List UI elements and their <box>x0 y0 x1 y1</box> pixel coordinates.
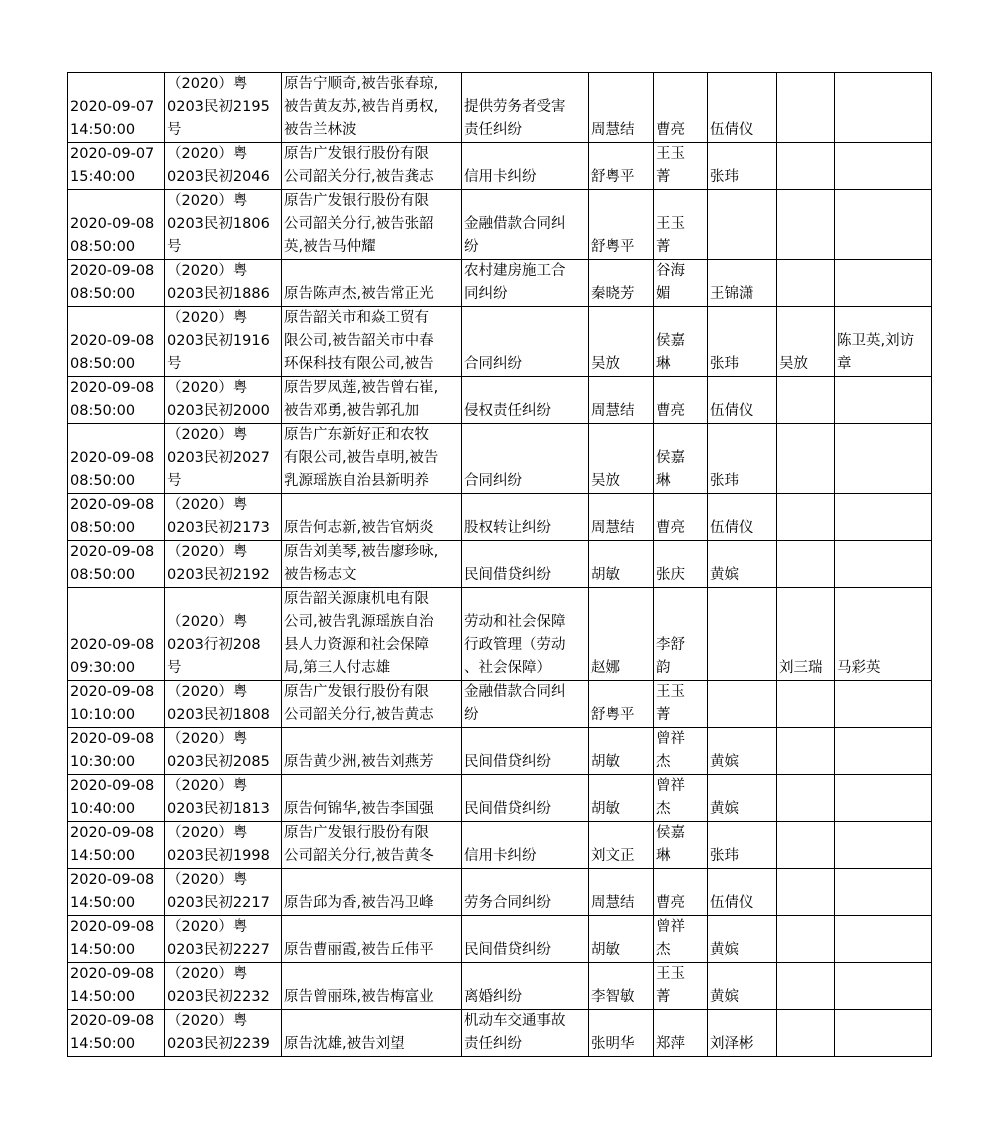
parties-cell: 原告广发银行股份有限 公司韶关分行,被告黄志 <box>282 681 462 728</box>
extra-cell-1 <box>777 377 835 424</box>
table-row <box>68 588 932 681</box>
parties-cell: 原告沈雄,被告刘望 <box>282 1010 462 1057</box>
clerk-cell: 侯嘉 琳 <box>654 424 708 494</box>
presiding-judge-cell: 周慧结 <box>589 869 654 916</box>
hearing-time-cell: 2020-09-08 14:50:00 <box>68 963 165 1010</box>
cause-of-action-cell: 信用卡纠纷 <box>462 143 589 190</box>
cause-of-action-cell: 信用卡纠纷 <box>462 822 589 869</box>
hearing-time-cell: 2020-09-08 08:50:00 <box>68 494 165 541</box>
hearing-time-cell: 2020-09-08 14:50:00 <box>68 916 165 963</box>
cause-of-action-cell: 农村建房施工合 同纠纷 <box>462 260 589 307</box>
judge-assistant-cell: 黄嫔 <box>708 541 777 588</box>
presiding-judge-cell: 周慧结 <box>589 73 654 143</box>
clerk-cell: 曹亮 <box>654 494 708 541</box>
cause-of-action-cell: 离婚纠纷 <box>462 963 589 1010</box>
cause-of-action-cell: 民间借贷纠纷 <box>462 916 589 963</box>
cause-of-action-cell: 劳务合同纠纷 <box>462 869 589 916</box>
extra-cell-2: 陈卫英,刘访 章 <box>835 307 932 377</box>
extra-cell-1 <box>777 916 835 963</box>
case-number-cell: （2020）粤 0203民初2195 号 <box>165 73 282 143</box>
presiding-judge-cell: 吴放 <box>589 424 654 494</box>
clerk-cell: 郑萍 <box>654 1010 708 1057</box>
case-number-cell: （2020）粤 0203民初2239 <box>165 1010 282 1057</box>
extra-cell-1 <box>777 728 835 775</box>
hearing-time-cell: 2020-09-08 08:50:00 <box>68 424 165 494</box>
extra-cell-1 <box>777 494 835 541</box>
case-number-cell: （2020）粤 0203民初1813 <box>165 775 282 822</box>
judge-assistant-cell: 刘泽彬 <box>708 1010 777 1057</box>
judge-assistant-cell: 伍倩仪 <box>708 377 777 424</box>
case-number-cell: （2020）粤 0203民初1808 <box>165 681 282 728</box>
presiding-judge-cell: 胡敏 <box>589 775 654 822</box>
case-number-cell: （2020）粤 0203民初2192 <box>165 541 282 588</box>
table-row <box>68 916 932 963</box>
extra-cell-2 <box>835 541 932 588</box>
hearing-time-cell: 2020-09-08 08:50:00 <box>68 307 165 377</box>
extra-cell-1 <box>777 822 835 869</box>
judge-assistant-cell: 张玮 <box>708 143 777 190</box>
judge-assistant-cell: 王锦潇 <box>708 260 777 307</box>
clerk-cell: 王玉 菁 <box>654 681 708 728</box>
hearing-time-cell: 2020-09-08 08:50:00 <box>68 190 165 260</box>
table-row <box>68 73 932 143</box>
clerk-cell: 谷海 媚 <box>654 260 708 307</box>
cause-of-action-cell: 侵权责任纠纷 <box>462 377 589 424</box>
clerk-cell: 王玉 菁 <box>654 190 708 260</box>
table-row <box>68 681 932 728</box>
case-number-cell: （2020）粤 0203民初2217 <box>165 869 282 916</box>
table-row <box>68 1010 932 1057</box>
judge-assistant-cell <box>708 681 777 728</box>
presiding-judge-cell: 胡敏 <box>589 916 654 963</box>
hearing-time-cell: 2020-09-08 14:50:00 <box>68 1010 165 1057</box>
table-row <box>68 775 932 822</box>
parties-cell: 原告曾丽珠,被告梅富业 <box>282 963 462 1010</box>
extra-cell-2 <box>835 822 932 869</box>
extra-cell-1: 吴放 <box>777 307 835 377</box>
table-row <box>68 377 932 424</box>
clerk-cell: 王玉 菁 <box>654 963 708 1010</box>
presiding-judge-cell: 周慧结 <box>589 377 654 424</box>
hearing-time-cell: 2020-09-07 15:40:00 <box>68 143 165 190</box>
table-body <box>68 73 932 1057</box>
parties-cell: 原告刘美琴,被告廖珍咏, 被告杨志文 <box>282 541 462 588</box>
extra-cell-2 <box>835 424 932 494</box>
extra-cell-1 <box>777 143 835 190</box>
judge-assistant-cell: 张玮 <box>708 307 777 377</box>
case-number-cell: （2020）粤 0203民初2173 <box>165 494 282 541</box>
extra-cell-1 <box>777 775 835 822</box>
case-number-cell: （2020）粤 0203民初2046 <box>165 143 282 190</box>
extra-cell-2 <box>835 1010 932 1057</box>
extra-cell-1 <box>777 190 835 260</box>
judge-assistant-cell <box>708 588 777 681</box>
parties-cell: 原告何志新,被告官炳炎 <box>282 494 462 541</box>
extra-cell-2 <box>835 494 932 541</box>
hearing-time-cell: 2020-09-08 08:50:00 <box>68 260 165 307</box>
judge-assistant-cell <box>708 190 777 260</box>
cause-of-action-cell: 民间借贷纠纷 <box>462 541 589 588</box>
presiding-judge-cell: 李智敏 <box>589 963 654 1010</box>
extra-cell-2 <box>835 260 932 307</box>
presiding-judge-cell: 舒粤平 <box>589 143 654 190</box>
extra-cell-2 <box>835 963 932 1010</box>
case-number-cell: （2020）粤 0203民初2085 <box>165 728 282 775</box>
case-number-cell: （2020）粤 0203民初2027 号 <box>165 424 282 494</box>
case-number-cell: （2020）粤 0203民初2232 <box>165 963 282 1010</box>
judge-assistant-cell: 黄嫔 <box>708 916 777 963</box>
table-row <box>68 494 932 541</box>
case-number-cell: （2020）粤 0203民初1806 号 <box>165 190 282 260</box>
cause-of-action-cell: 金融借款合同纠 纷 <box>462 190 589 260</box>
presiding-judge-cell: 吴放 <box>589 307 654 377</box>
extra-cell-2 <box>835 143 932 190</box>
clerk-cell: 张庆 <box>654 541 708 588</box>
clerk-cell: 曹亮 <box>654 377 708 424</box>
cause-of-action-cell: 劳动和社会保障 行政管理（劳动 、社会保障） <box>462 588 589 681</box>
table-row <box>68 260 932 307</box>
hearing-time-cell: 2020-09-08 08:50:00 <box>68 377 165 424</box>
hearing-schedule-table <box>67 72 932 1057</box>
clerk-cell: 王玉 菁 <box>654 143 708 190</box>
extra-cell-2 <box>835 728 932 775</box>
cause-of-action-cell: 合同纠纷 <box>462 307 589 377</box>
extra-cell-1 <box>777 73 835 143</box>
presiding-judge-cell: 周慧结 <box>589 494 654 541</box>
hearing-time-cell: 2020-09-07 14:50:00 <box>68 73 165 143</box>
presiding-judge-cell: 舒粤平 <box>589 190 654 260</box>
judge-assistant-cell: 伍倩仪 <box>708 73 777 143</box>
extra-cell-2 <box>835 73 932 143</box>
cause-of-action-cell: 合同纠纷 <box>462 424 589 494</box>
extra-cell-1 <box>777 869 835 916</box>
parties-cell: 原告何锦华,被告李国强 <box>282 775 462 822</box>
presiding-judge-cell: 赵娜 <box>589 588 654 681</box>
extra-cell-1: 刘三瑞 <box>777 588 835 681</box>
judge-assistant-cell: 伍倩仪 <box>708 494 777 541</box>
clerk-cell: 李舒 韵 <box>654 588 708 681</box>
parties-cell: 原告陈声杰,被告常正光 <box>282 260 462 307</box>
hearing-time-cell: 2020-09-08 10:30:00 <box>68 728 165 775</box>
extra-cell-2 <box>835 869 932 916</box>
table-row <box>68 728 932 775</box>
parties-cell: 原告韶关源康机电有限 公司,被告乳源瑶族自治 县人力资源和社会保障 局,第三人付志雄 <box>282 588 462 681</box>
extra-cell-2 <box>835 377 932 424</box>
presiding-judge-cell: 秦晓芳 <box>589 260 654 307</box>
clerk-cell: 曾祥 杰 <box>654 916 708 963</box>
table-row <box>68 307 932 377</box>
presiding-judge-cell: 张明华 <box>589 1010 654 1057</box>
table-row <box>68 869 932 916</box>
hearing-time-cell: 2020-09-08 14:50:00 <box>68 822 165 869</box>
table-row <box>68 541 932 588</box>
extra-cell-1 <box>777 424 835 494</box>
table-row <box>68 424 932 494</box>
case-number-cell: （2020）粤 0203民初1886 <box>165 260 282 307</box>
clerk-cell: 曹亮 <box>654 869 708 916</box>
clerk-cell: 曾祥 杰 <box>654 728 708 775</box>
presiding-judge-cell: 舒粤平 <box>589 681 654 728</box>
clerk-cell: 曹亮 <box>654 73 708 143</box>
extra-cell-2 <box>835 681 932 728</box>
hearing-time-cell: 2020-09-08 10:40:00 <box>68 775 165 822</box>
parties-cell: 原告广发银行股份有限 公司韶关分行,被告龚志 <box>282 143 462 190</box>
parties-cell: 原告罗凤莲,被告曾右崔, 被告邓勇,被告郭孔加 <box>282 377 462 424</box>
extra-cell-1 <box>777 541 835 588</box>
extra-cell-2 <box>835 190 932 260</box>
judge-assistant-cell: 伍倩仪 <box>708 869 777 916</box>
case-number-cell: （2020）粤 0203民初1916 号 <box>165 307 282 377</box>
hearing-time-cell: 2020-09-08 08:50:00 <box>68 541 165 588</box>
judge-assistant-cell: 黄嫔 <box>708 728 777 775</box>
table-row <box>68 190 932 260</box>
hearing-time-cell: 2020-09-08 14:50:00 <box>68 869 165 916</box>
hearing-time-cell: 2020-09-08 09:30:00 <box>68 588 165 681</box>
extra-cell-2: 马彩英 <box>835 588 932 681</box>
extra-cell-2 <box>835 775 932 822</box>
cause-of-action-cell: 民间借贷纠纷 <box>462 728 589 775</box>
extra-cell-2 <box>835 916 932 963</box>
cause-of-action-cell: 提供劳务者受害 责任纠纷 <box>462 73 589 143</box>
extra-cell-1 <box>777 963 835 1010</box>
parties-cell: 原告黄少洲,被告刘燕芳 <box>282 728 462 775</box>
extra-cell-1 <box>777 1010 835 1057</box>
table-row <box>68 822 932 869</box>
presiding-judge-cell: 胡敏 <box>589 541 654 588</box>
presiding-judge-cell: 刘文正 <box>589 822 654 869</box>
cause-of-action-cell: 金融借款合同纠 纷 <box>462 681 589 728</box>
case-number-cell: （2020）粤 0203民初1998 <box>165 822 282 869</box>
case-number-cell: （2020）粤 0203行初208 号 <box>165 588 282 681</box>
clerk-cell: 侯嘉 琳 <box>654 822 708 869</box>
parties-cell: 原告宁顺奇,被告张春琼, 被告黄友苏,被告肖勇权, 被告兰林波 <box>282 73 462 143</box>
cause-of-action-cell: 股权转让纠纷 <box>462 494 589 541</box>
judge-assistant-cell: 张玮 <box>708 424 777 494</box>
clerk-cell: 侯嘉 琳 <box>654 307 708 377</box>
judge-assistant-cell: 张玮 <box>708 822 777 869</box>
table-row <box>68 143 932 190</box>
extra-cell-1 <box>777 681 835 728</box>
judge-assistant-cell: 黄嫔 <box>708 775 777 822</box>
parties-cell: 原告邱为香,被告冯卫峰 <box>282 869 462 916</box>
judge-assistant-cell: 黄嫔 <box>708 963 777 1010</box>
parties-cell: 原告广东新好正和农牧 有限公司,被告卓明,被告 乳源瑶族自治县新明养 <box>282 424 462 494</box>
parties-cell: 原告广发银行股份有限 公司韶关分行,被告张韶 英,被告马仲耀 <box>282 190 462 260</box>
parties-cell: 原告广发银行股份有限 公司韶关分行,被告黄冬 <box>282 822 462 869</box>
case-number-cell: （2020）粤 0203民初2227 <box>165 916 282 963</box>
cause-of-action-cell: 机动车交通事故 责任纠纷 <box>462 1010 589 1057</box>
extra-cell-1 <box>777 260 835 307</box>
parties-cell: 原告韶关市和焱工贸有 限公司,被告韶关市中春 环保科技有限公司,被告 <box>282 307 462 377</box>
case-number-cell: （2020）粤 0203民初2000 <box>165 377 282 424</box>
parties-cell: 原告曹丽霞,被告丘伟平 <box>282 916 462 963</box>
presiding-judge-cell: 胡敏 <box>589 728 654 775</box>
table-row <box>68 963 932 1010</box>
hearing-time-cell: 2020-09-08 10:10:00 <box>68 681 165 728</box>
clerk-cell: 曾祥 杰 <box>654 775 708 822</box>
cause-of-action-cell: 民间借贷纠纷 <box>462 775 589 822</box>
